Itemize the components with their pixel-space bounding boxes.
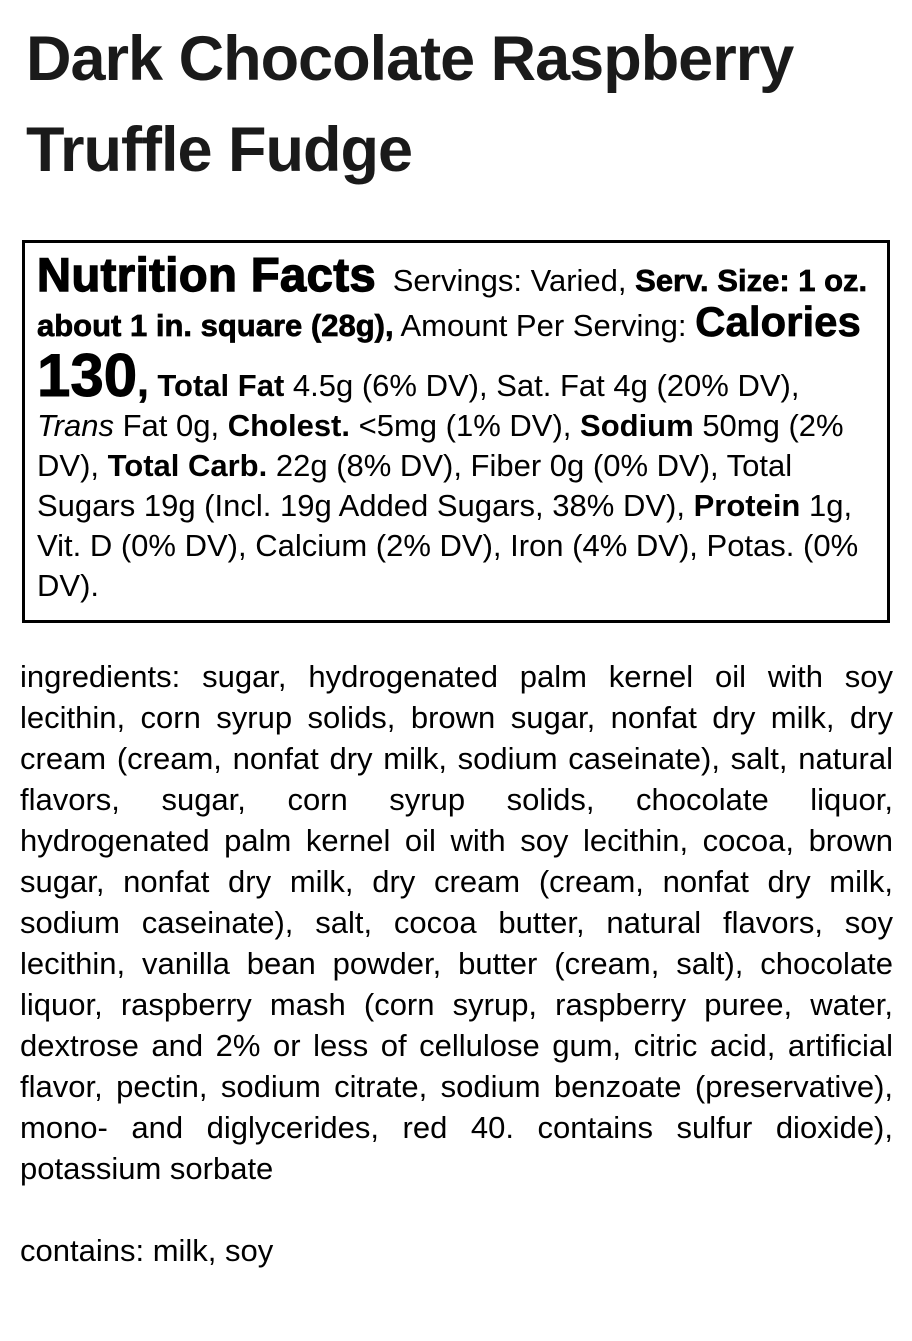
calories-value: 130 bbox=[37, 342, 138, 409]
product-title: Dark Chocolate Raspberry Truffle Fudge bbox=[26, 24, 794, 185]
ingredients-paragraph: ingredients: sugar, hydrogenated palm kernel oil with soy lecithin, corn syrup solids, brown sugar, nonfat dry milk, dry cream (cream, nonfat dry milk, sodium caseinate), salt, natural flavors, sugar, corn syrup solids, chocolate liquor, hydrogenated palm kernel oil with soy lecithin, cocoa, brown sugar, nonfat dry milk, dry cream (cream, nonfat dry milk, sodium caseinate), salt, cocoa butter, natural flavors, soy lecithin, vanilla bean powder, butter (cream, salt), chocolate liquor, raspberry mash (corn syrup, raspberry puree, water, dextrose and 2% or less of cellulose gum, citric acid, artificial flavor, pectin, sodium citrate, sodium benzoate (preservative), mono- and diglycerides, red 40. contains sulfur dioxide), potassium sorbate bbox=[20, 659, 893, 1186]
total-fat-label: Total Fat bbox=[157, 368, 285, 403]
calories-comma: , bbox=[137, 358, 149, 405]
servings-text: Servings: Varied, bbox=[392, 263, 627, 298]
serving-size-text: Serv. Size: 1 oz. about 1 in. square (28g), bbox=[37, 263, 868, 343]
sodium-label: Sodium bbox=[580, 408, 694, 443]
trans-fat-values: Fat 0g, bbox=[122, 408, 220, 443]
nutrition-facts-panel bbox=[22, 240, 890, 623]
nutrition-facts-text bbox=[37, 248, 875, 606]
trans-fat-label: Trans bbox=[37, 408, 114, 443]
allergen-contains-line: contains: milk, soy bbox=[20, 1233, 274, 1268]
amount-per-serving-label: Amount Per Serving: bbox=[400, 308, 687, 343]
calories-label: Calories bbox=[695, 298, 861, 345]
protein-label: Protein bbox=[693, 488, 801, 523]
total-fat-values: 4.5g (6% DV), Sat. Fat 4g (20% DV), bbox=[292, 368, 800, 403]
protein-values: 1g, Vit. D (0% DV), Calcium (2% DV), Iron (4% DV), Potas. (0% DV). bbox=[37, 488, 859, 603]
cholesterol-values: <5mg (1% DV), bbox=[358, 408, 572, 443]
total-carb-label: Total Carb. bbox=[107, 448, 268, 483]
total-carb-values: 22g (8% DV), Fiber 0g (0% DV), Total Sugars 19g (Incl. 19g Added Sugars, 38% DV), bbox=[37, 448, 793, 523]
cholesterol-label: Cholest. bbox=[227, 408, 350, 443]
sodium-values: 50mg (2% DV), bbox=[37, 408, 844, 483]
nutrition-facts-heading: Nutrition Facts bbox=[37, 248, 377, 301]
